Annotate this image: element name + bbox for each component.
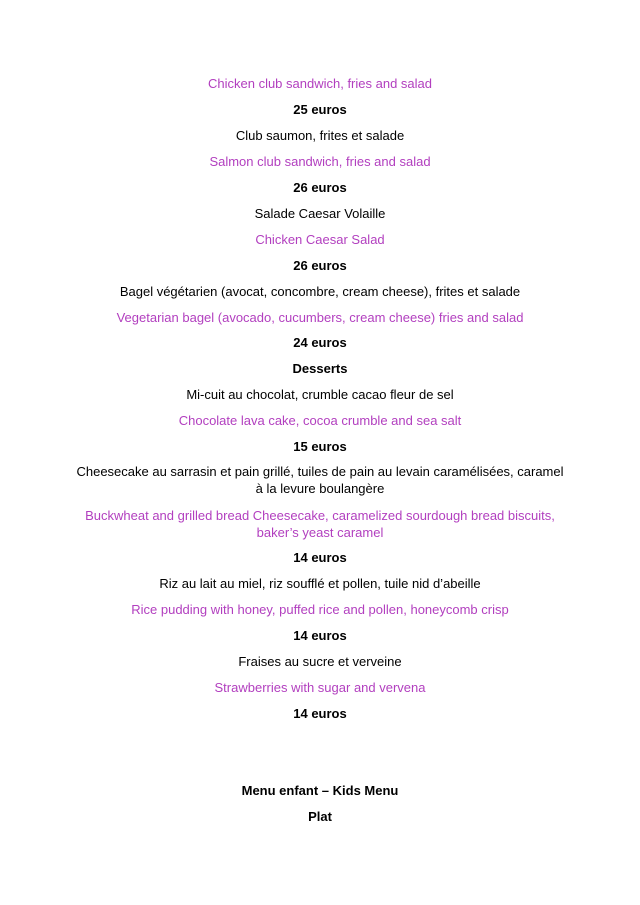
rice-pudding-price: 14 euros bbox=[293, 628, 347, 643]
salmon-club-english: Salmon club sandwich, fries and salad bbox=[209, 154, 431, 169]
strawberries-price: 14 euros bbox=[293, 706, 347, 721]
cheesecake-french-line-1: Cheesecake au sarrasin et pain grillé, tuiles de pain au levain caramélisées, caramel bbox=[76, 464, 564, 479]
cheesecake-french-line-2: à la levure boulangère bbox=[255, 481, 385, 496]
rice-pudding-french: Riz au lait au miel, riz soufflé et pollen, tuile nid d’abeille bbox=[159, 576, 481, 591]
chicken-club-price: 25 euros bbox=[293, 102, 347, 117]
cheesecake-english-line-1: Buckwheat and grilled bread Cheesecake, caramelized sourdough bread biscuits, bbox=[85, 508, 555, 523]
caesar-price: 26 euros bbox=[293, 258, 347, 273]
bagel-french: Bagel végétarien (avocat, concombre, cream cheese), frites et salade bbox=[119, 284, 521, 299]
caesar-english: Chicken Caesar Salad bbox=[255, 232, 385, 247]
salmon-club-price: 26 euros bbox=[293, 180, 347, 195]
menu-page bbox=[60, 0, 580, 905]
chicken-club-english: Chicken club sandwich, fries and salad bbox=[207, 76, 432, 91]
lava-cake-price: 15 euros bbox=[293, 439, 347, 454]
lava-cake-english: Chocolate lava cake, cocoa crumble and sea salt bbox=[178, 413, 462, 428]
strawberries-english: Strawberries with sugar and vervena bbox=[214, 680, 426, 695]
plat-heading: Plat bbox=[308, 809, 332, 824]
lava-cake-french: Mi-cuit au chocolat, crumble cacao fleur de sel bbox=[186, 387, 454, 402]
strawberries-french: Fraises au sucre et verveine bbox=[238, 654, 402, 669]
caesar-french: Salade Caesar Volaille bbox=[254, 206, 386, 221]
rice-pudding-english: Rice pudding with honey, puffed rice and pollen, honeycomb crisp bbox=[131, 602, 509, 617]
cheesecake-english-line-2: baker’s yeast caramel bbox=[256, 525, 384, 540]
salmon-club-french: Club saumon, frites et salade bbox=[235, 128, 405, 143]
desserts-heading: Desserts bbox=[292, 361, 348, 376]
kids-menu-heading: Menu enfant – Kids Menu bbox=[241, 783, 399, 798]
bagel-price: 24 euros bbox=[293, 335, 347, 350]
bagel-english: Vegetarian bagel (avocado, cucumbers, cream cheese) fries and salad bbox=[116, 310, 524, 325]
cheesecake-price: 14 euros bbox=[293, 550, 347, 565]
